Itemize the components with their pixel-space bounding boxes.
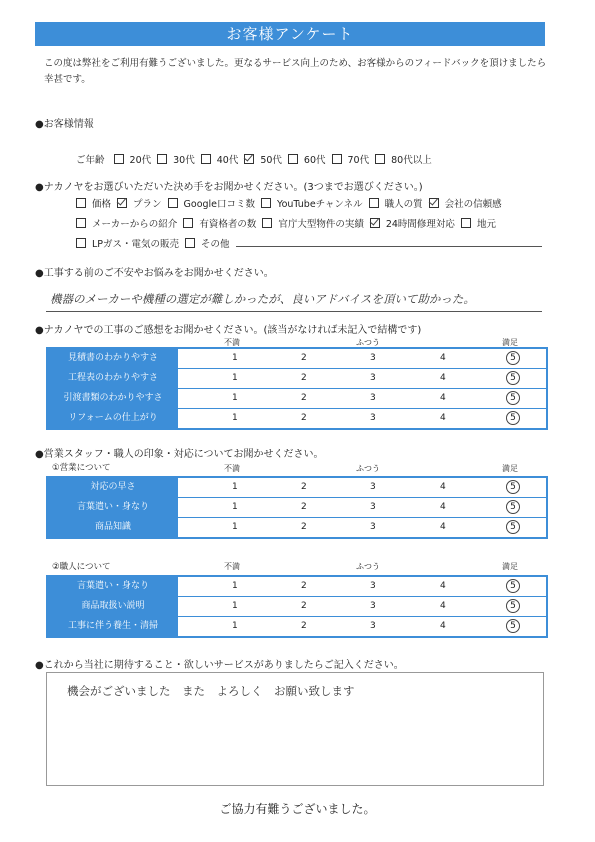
- rating-option-1[interactable]: 1: [232, 373, 238, 383]
- rating-option-3[interactable]: 3: [370, 621, 376, 631]
- rating-selected[interactable]: 5: [506, 599, 520, 613]
- rating-label: 見積書のわかりやすさ: [48, 349, 178, 368]
- checkbox-label: メーカーからの紹介: [92, 219, 178, 230]
- checkbox-label: 24時間修理対応: [385, 219, 455, 230]
- impression-heading: ●ナカノヤでの工事のご感想をお聞かせください。(該当がなければ未記入で結構です): [35, 325, 422, 336]
- decision-option-1-3[interactable]: [370, 219, 455, 230]
- checkbox[interactable]: [185, 238, 195, 248]
- rating-option-1[interactable]: 1: [232, 413, 238, 423]
- rating-option-2[interactable]: 2: [301, 502, 307, 512]
- checkbox[interactable]: [76, 198, 86, 208]
- checkbox[interactable]: [157, 154, 167, 164]
- rating-option-4[interactable]: 4: [440, 373, 446, 383]
- age-option-6[interactable]: [375, 155, 432, 166]
- checkbox[interactable]: [461, 218, 471, 228]
- rating-selected[interactable]: 5: [506, 500, 520, 514]
- craft-table: [46, 575, 548, 638]
- rating-label: 工程表のわかりやすさ: [48, 369, 178, 388]
- rating-selected[interactable]: 5: [506, 579, 520, 593]
- rating-option-2[interactable]: 2: [301, 581, 307, 591]
- age-label: ご年齢: [76, 155, 105, 166]
- rating-label: 商品取扱い説明: [48, 597, 178, 616]
- rating-row: [48, 577, 546, 597]
- rating-option-4[interactable]: 4: [440, 621, 446, 631]
- decision-option-2-1[interactable]: [185, 239, 230, 250]
- checkbox-label: 20代: [129, 155, 152, 166]
- rating-option-3[interactable]: 3: [370, 581, 376, 591]
- rating-row: [48, 389, 546, 409]
- checkbox[interactable]: [375, 154, 385, 164]
- decision-option-0-5[interactable]: [429, 199, 502, 210]
- checkbox[interactable]: [262, 218, 272, 228]
- rating-option-1[interactable]: 1: [232, 621, 238, 631]
- checkbox-label: プラン: [133, 199, 162, 210]
- decision-row-1[interactable]: [76, 196, 508, 210]
- scale-label: 満足: [502, 562, 518, 571]
- rating-label: 商品知識: [48, 518, 178, 537]
- checkbox[interactable]: [370, 218, 380, 228]
- rating-row: [48, 597, 546, 617]
- rating-option-3[interactable]: 3: [370, 601, 376, 611]
- checkbox-label: 地元: [476, 219, 496, 230]
- checkbox[interactable]: [168, 198, 178, 208]
- checkbox-label: LPガス・電気の販売: [92, 239, 180, 250]
- rating-option-3[interactable]: 3: [370, 502, 376, 512]
- customer-heading: ●お客様情報: [35, 119, 94, 130]
- rating-option-4[interactable]: 4: [440, 581, 446, 591]
- rating-selected[interactable]: 5: [506, 391, 520, 405]
- rating-label: リフォームの仕上がり: [48, 409, 178, 428]
- rating-label: 対応の早さ: [48, 478, 178, 497]
- checkbox[interactable]: [76, 238, 86, 248]
- rating-option-2[interactable]: 2: [301, 353, 307, 363]
- age-option-0[interactable]: [114, 155, 152, 166]
- rating-option-1[interactable]: 1: [232, 522, 238, 532]
- checkbox[interactable]: [201, 154, 211, 164]
- decision-heading: ●ナカノヤをお選びいただいた決め手をお聞かせください。(3つまでお選びください。): [35, 182, 423, 193]
- staff-heading: ●営業スタッフ・職人の印象・対応についてお聞かせください。: [35, 449, 324, 460]
- sales-table: [46, 476, 548, 539]
- checkbox-label: 職人の質: [384, 199, 423, 210]
- checkbox[interactable]: [114, 154, 124, 164]
- other-line: [236, 246, 542, 247]
- rating-option-2[interactable]: 2: [301, 621, 307, 631]
- rating-row: [48, 617, 546, 636]
- age-option-5[interactable]: [332, 155, 370, 166]
- rating-option-3[interactable]: 3: [370, 373, 376, 383]
- scale-label: ふつう: [356, 562, 380, 571]
- rating-label: 引渡書類のわかりやすさ: [48, 389, 178, 408]
- rating-option-1[interactable]: 1: [232, 581, 238, 591]
- checkbox-label: 官庁大型物件の実績: [278, 219, 364, 230]
- checkbox-label: 有資格者の数: [199, 219, 257, 230]
- intro-text: この度は弊社をご利用有難うございました。更なるサービス向上のため、お客様からのフィードバックを頂けましたら幸甚です。: [44, 58, 547, 85]
- rating-label: 言葉遣い・身なり: [48, 577, 178, 596]
- rating-option-1[interactable]: 1: [232, 482, 238, 492]
- age-option-3[interactable]: [244, 155, 282, 166]
- checkbox[interactable]: [369, 198, 379, 208]
- rating-row: [48, 349, 546, 369]
- rating-selected[interactable]: 5: [506, 520, 520, 534]
- checkbox-label: YouTubeチャンネル: [277, 199, 363, 210]
- rating-label: 工事に伴う養生・清掃: [48, 617, 178, 636]
- rating-row: [48, 409, 546, 428]
- rating-selected[interactable]: 5: [506, 411, 520, 425]
- scale-label: ふつう: [356, 338, 380, 347]
- rating-label: 言葉遣い・身なり: [48, 498, 178, 517]
- rating-option-4[interactable]: 4: [440, 601, 446, 611]
- decision-option-2-0[interactable]: [76, 239, 179, 250]
- rating-option-4[interactable]: 4: [440, 522, 446, 532]
- rating-row: [48, 478, 546, 498]
- worries-heading: ●工事する前のご不安やお悩みをお聞かせください。: [35, 268, 274, 279]
- decision-option-0-4[interactable]: [369, 199, 423, 210]
- checkbox-label: Google口コミ数: [183, 199, 256, 210]
- rating-option-4[interactable]: 4: [440, 482, 446, 492]
- footer-thanks: ご協力有難うございました。: [219, 802, 376, 816]
- checkbox-label: 40代: [216, 155, 239, 166]
- scale-label: 不満: [224, 338, 240, 347]
- age-option-1[interactable]: [157, 155, 195, 166]
- decision-row-2[interactable]: [76, 216, 502, 230]
- rating-option-2[interactable]: 2: [301, 393, 307, 403]
- rating-option-2[interactable]: 2: [301, 601, 307, 611]
- checkbox-label: 50代: [260, 155, 282, 166]
- checkbox[interactable]: [261, 198, 271, 208]
- decision-option-0-0[interactable]: [76, 199, 111, 210]
- decision-option-0-2[interactable]: [168, 199, 256, 210]
- rating-selected[interactable]: 5: [506, 371, 520, 385]
- checkbox[interactable]: [183, 218, 193, 228]
- checkbox[interactable]: [117, 198, 127, 208]
- rating-option-2[interactable]: 2: [301, 373, 307, 383]
- rating-selected[interactable]: 5: [506, 480, 520, 494]
- decision-option-0-3[interactable]: [261, 199, 363, 210]
- rating-option-3[interactable]: 3: [370, 522, 376, 532]
- checkbox-label: 60代: [303, 155, 326, 166]
- decision-option-1-1[interactable]: [183, 219, 256, 230]
- checkbox-label: 会社の信頼感: [444, 199, 502, 210]
- rating-option-4[interactable]: 4: [440, 353, 446, 363]
- worries-answer[interactable]: 機器のメーカーや機種の選定が難しかったが、良いアドバイスを頂いて助かった。: [50, 292, 475, 306]
- rating-option-3[interactable]: 3: [370, 393, 376, 403]
- rating-selected[interactable]: 5: [506, 619, 520, 633]
- decision-option-1-0[interactable]: [76, 219, 177, 230]
- craft-label: ②職人について: [52, 562, 111, 572]
- checkbox[interactable]: [288, 154, 298, 164]
- rating-option-1[interactable]: 1: [232, 353, 238, 363]
- rating-option-2[interactable]: 2: [301, 482, 307, 492]
- age-option-4[interactable]: [288, 155, 326, 166]
- rating-option-3[interactable]: 3: [370, 353, 376, 363]
- checkbox-label: 80代以上: [391, 155, 432, 166]
- checkbox-label: 70代: [347, 155, 370, 166]
- sales-label: ①営業について: [52, 463, 111, 473]
- checkbox-label: その他: [201, 239, 230, 250]
- checkbox[interactable]: [76, 218, 86, 228]
- rating-option-2[interactable]: 2: [301, 413, 307, 423]
- worries-line: [46, 311, 542, 312]
- scale-label: 不満: [224, 562, 240, 571]
- age-options[interactable]: [114, 155, 438, 166]
- rating-option-2[interactable]: 2: [301, 522, 307, 532]
- rating-row: [48, 369, 546, 389]
- rating-option-3[interactable]: 3: [370, 413, 376, 423]
- scale-label: 満足: [502, 464, 518, 473]
- page-title: お客様アンケート: [35, 22, 545, 46]
- expect-box[interactable]: [46, 672, 544, 786]
- rating-option-4[interactable]: 4: [440, 502, 446, 512]
- rating-option-4[interactable]: 4: [440, 413, 446, 423]
- scale-label: ふつう: [356, 464, 380, 473]
- age-row: [76, 152, 444, 166]
- checkbox-label: 30代: [173, 155, 195, 166]
- rating-row: [48, 498, 546, 518]
- decision-option-0-1[interactable]: [117, 199, 162, 210]
- rating-option-3[interactable]: 3: [370, 482, 376, 492]
- checkbox[interactable]: [332, 154, 342, 164]
- rating-option-1[interactable]: 1: [232, 502, 238, 512]
- expect-heading: ●これから当社に期待すること・欲しいサービスがありましたらご記入ください。: [35, 660, 404, 671]
- scale-label: 不満: [224, 464, 240, 473]
- scale-label: 満足: [502, 338, 518, 347]
- decision-option-1-2[interactable]: [262, 219, 364, 230]
- rating-row: [48, 518, 546, 537]
- rating-option-1[interactable]: 1: [232, 601, 238, 611]
- decision-option-1-4[interactable]: [461, 219, 496, 230]
- checkbox[interactable]: [244, 154, 254, 164]
- impression-table: [46, 347, 548, 430]
- decision-row-3[interactable]: [76, 236, 236, 250]
- rating-selected[interactable]: 5: [506, 351, 520, 365]
- expect-answer: 機会がございました また よろしく お願い致します: [67, 684, 355, 698]
- rating-option-1[interactable]: 1: [232, 393, 238, 403]
- checkbox[interactable]: [429, 198, 439, 208]
- age-option-2[interactable]: [201, 155, 239, 166]
- checkbox-label: 価格: [92, 199, 112, 210]
- rating-option-4[interactable]: 4: [440, 393, 446, 403]
